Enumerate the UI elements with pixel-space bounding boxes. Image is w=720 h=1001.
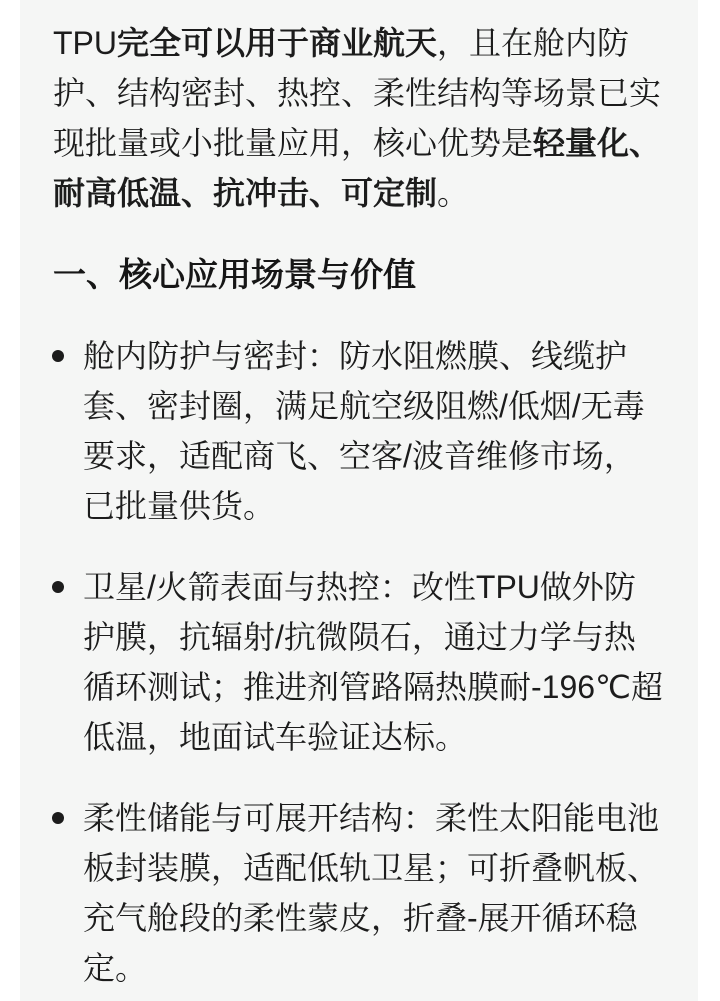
- bullet-icon: [52, 581, 64, 593]
- intro-segment: ，且在舱内防护、结构密封、热控、柔性结构等场景已实现批量或小批量应用，核心优势是: [53, 25, 662, 161]
- intro-segment-bold: 完全可以用于商业航天: [117, 25, 438, 61]
- list-item-text: 卫星/火箭表面与热控：改性TPU做外防护膜，抗辐射/抗微陨石，通过力学与热循环测试；推进剂管路隔热膜耐-196℃超低温，地面试车验证达标。: [83, 569, 663, 755]
- list-item-text: 柔性储能与可展开结构：柔性太阳能电池板封装膜，适配低轨卫星；可折叠帆板、充气舱段的柔性蒙皮，折叠-展开循环稳定。: [83, 800, 660, 986]
- application-list: [53, 331, 667, 993]
- answer-panel: [20, 0, 698, 1001]
- list-item: [53, 793, 667, 993]
- list-item-text: 舱内防护与密封：防水阻燃膜、线缆护套、密封圈，满足航空级阻燃/低烟/无毒要求，适配商飞、空客/波音维修市场，已批量供货。: [83, 338, 645, 524]
- intro-segment-bold: 轻量化、耐高低温、抗冲击、可定制: [53, 125, 662, 211]
- list-item: [53, 331, 667, 531]
- section-heading: 一、核心应用场景与价值: [53, 256, 416, 293]
- intro-paragraph: [53, 18, 667, 218]
- intro-segment: 。: [437, 175, 470, 211]
- bullet-icon: [52, 812, 64, 824]
- answer-content: [20, 0, 698, 993]
- list-item: [53, 562, 667, 762]
- bullet-icon: [52, 350, 64, 362]
- intro-segment: TPU: [53, 25, 117, 61]
